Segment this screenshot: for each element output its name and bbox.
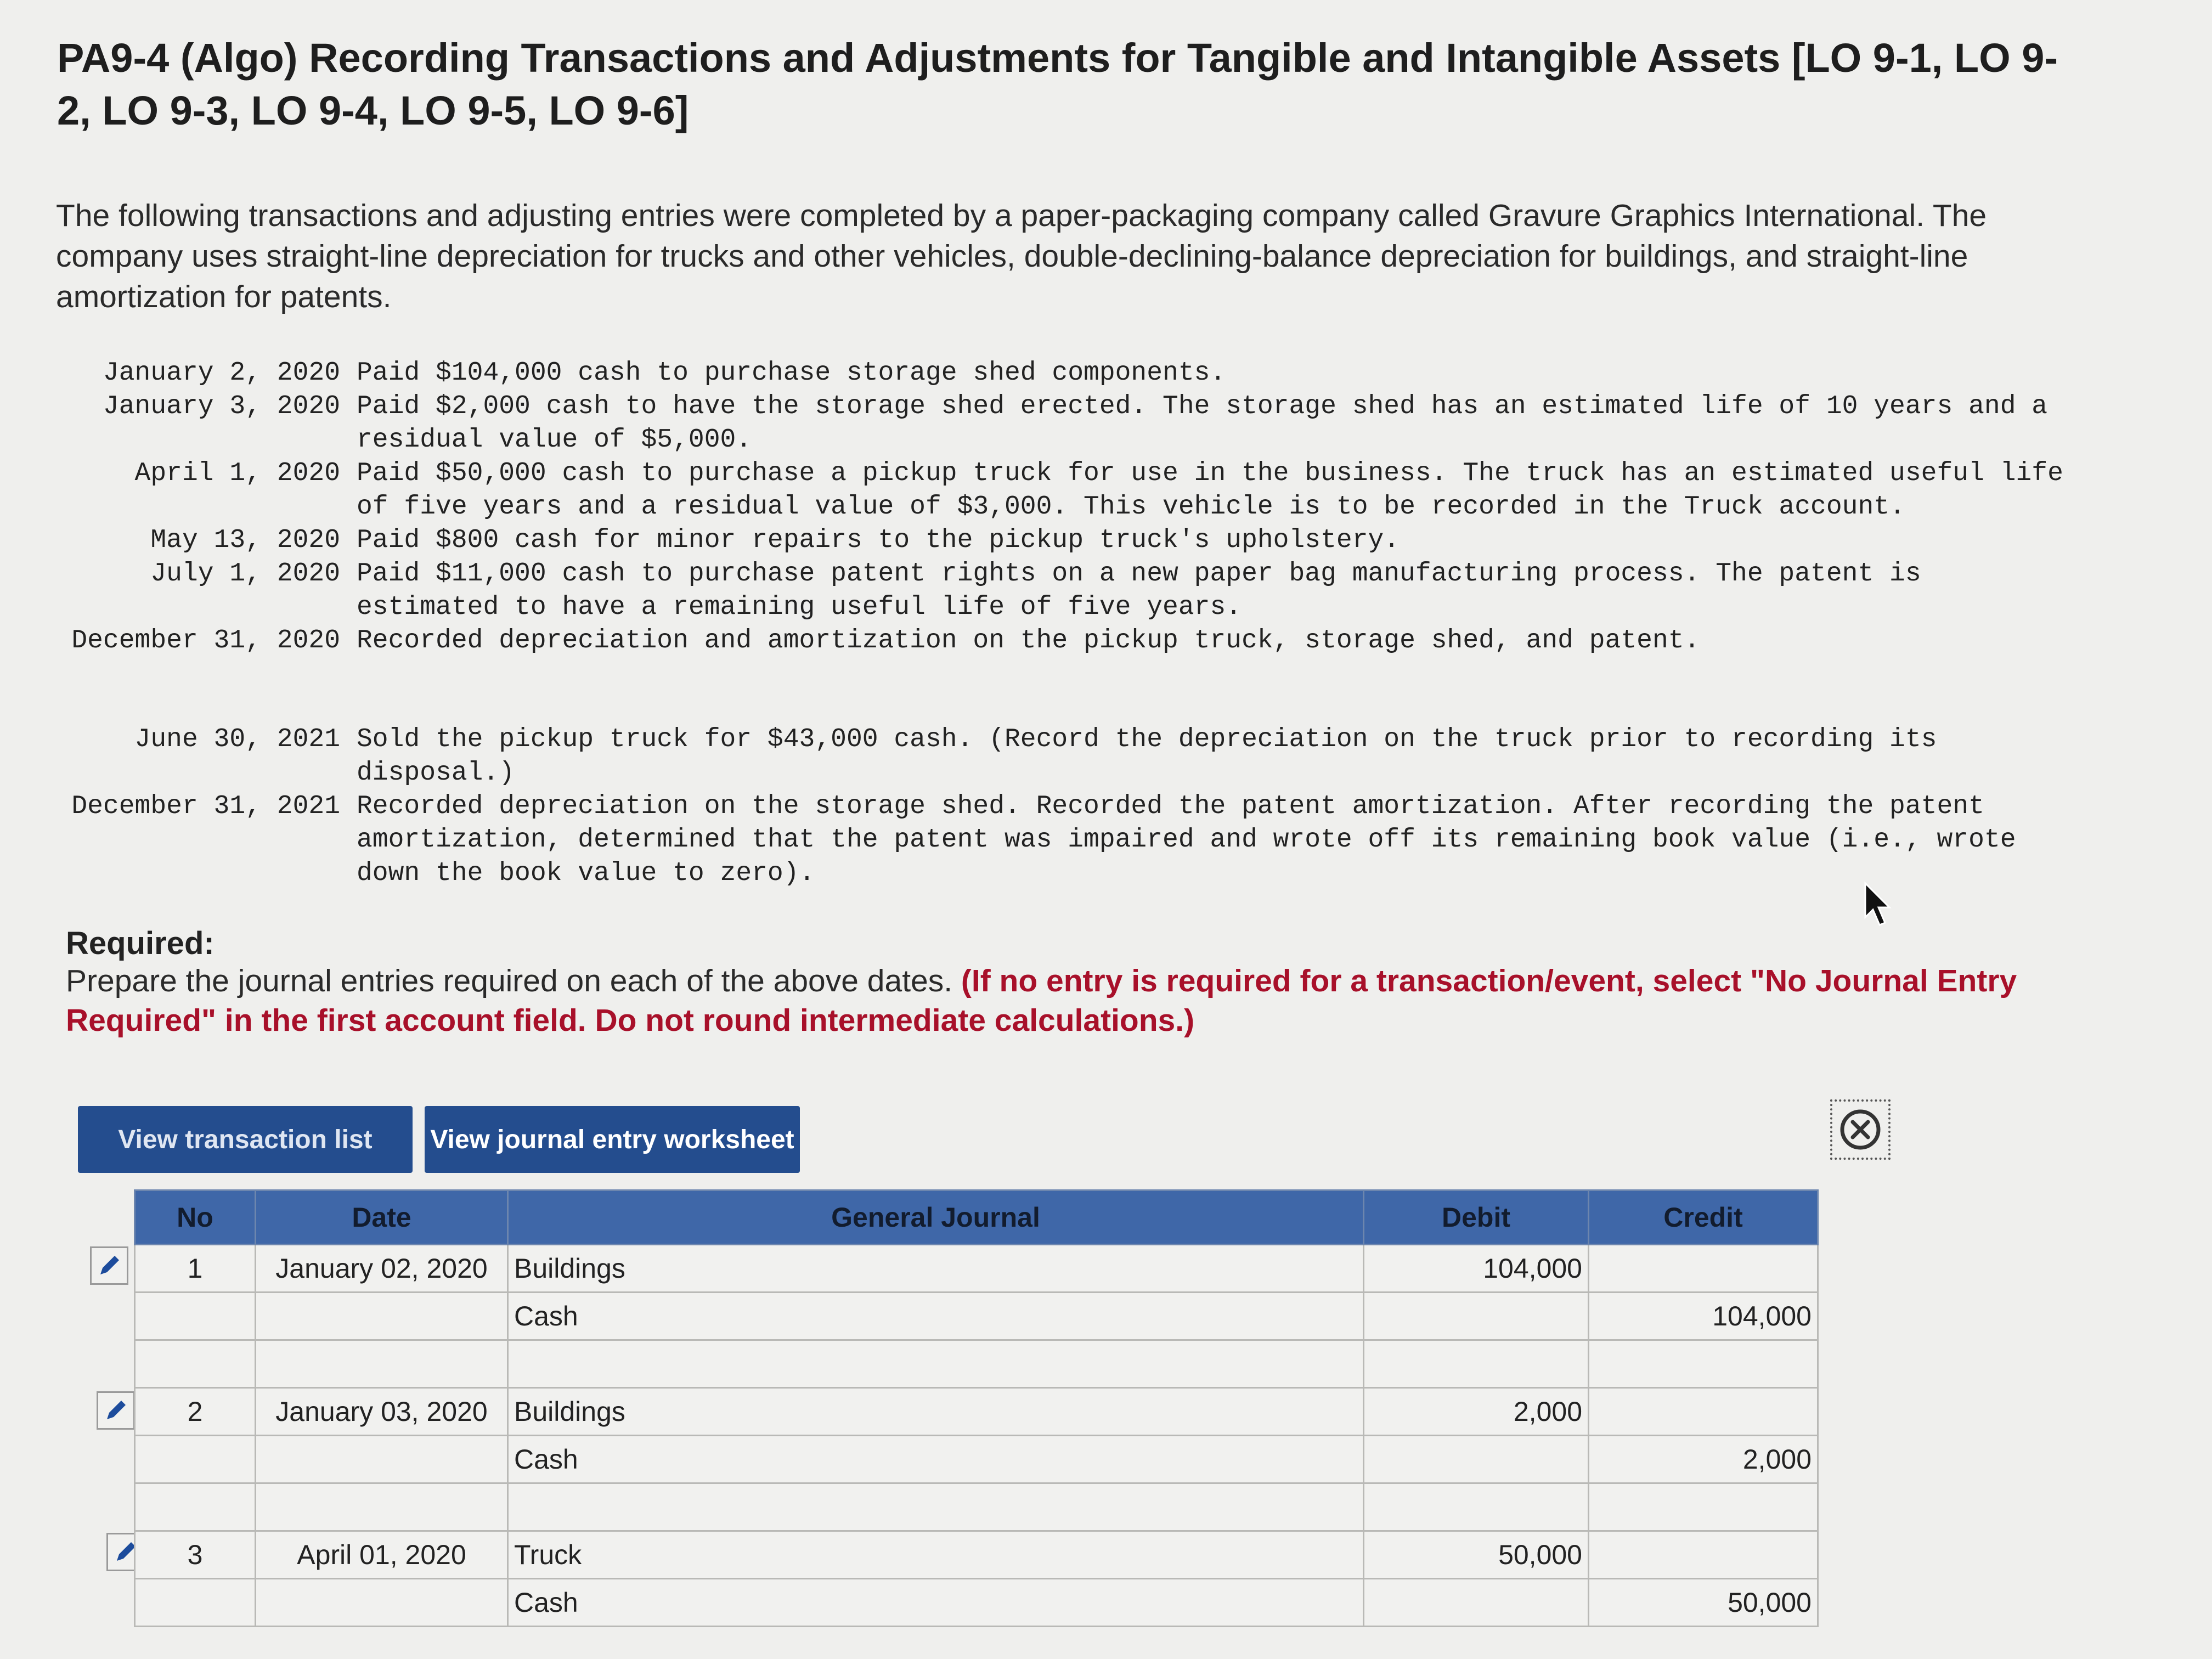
transaction-row — [55, 357, 2085, 390]
required-note: (If no entry is required for a transaction/event, select "No Journal Entry Required" in the first account field. Do not round intermediate calculations.) — [66, 963, 2017, 1038]
empty-cell — [256, 1293, 508, 1340]
debit-account: Buildings — [508, 1388, 1364, 1436]
empty-cell — [1364, 1579, 1589, 1627]
entry-no: 2 — [135, 1388, 256, 1436]
spacer-row — [135, 1340, 1818, 1388]
credit-amount: 50,000 — [1589, 1579, 1818, 1627]
table-header-row — [135, 1190, 1818, 1245]
transaction-row — [55, 457, 2085, 524]
table-row — [135, 1531, 1818, 1579]
credit-account: Cash — [508, 1579, 1364, 1627]
mouse-cursor-icon — [1862, 881, 1895, 928]
empty-cell — [1364, 1483, 1589, 1531]
transaction-date: January 2, 2020 — [103, 358, 340, 388]
spacer-row — [135, 1483, 1818, 1531]
empty-cell — [1364, 1436, 1589, 1483]
transaction-row — [55, 790, 2085, 890]
empty-cell — [135, 1579, 256, 1627]
transaction-date: May 13, 2020 — [150, 526, 340, 555]
empty-cell — [1589, 1340, 1818, 1388]
transaction-date: January 3, 2020 — [103, 392, 340, 421]
header-date: Date — [256, 1190, 508, 1245]
debit-amount: 50,000 — [1364, 1531, 1589, 1579]
empty-cell — [135, 1340, 256, 1388]
empty-cell — [135, 1436, 256, 1483]
transaction-text: Paid $800 cash for minor repairs to the pickup truck's upholstery. — [357, 526, 1400, 555]
required-text — [66, 961, 2063, 1040]
close-circle-icon — [1837, 1106, 1884, 1153]
credit-amount-empty — [1589, 1388, 1818, 1436]
pencil-icon — [96, 1252, 122, 1279]
entry-no: 1 — [135, 1245, 256, 1293]
table-row — [135, 1436, 1818, 1483]
debit-amount: 2,000 — [1364, 1388, 1589, 1436]
empty-cell — [256, 1340, 508, 1388]
transaction-text: Sold the pickup truck for $43,000 cash. (Record the depreciation on the truck prior to recording its disposal.) — [357, 725, 1937, 788]
transactions-2020 — [55, 357, 2085, 658]
entry-no: 3 — [135, 1531, 256, 1579]
credit-amount-empty — [1589, 1531, 1818, 1579]
page-title: PA9-4 (Algo) Recording Transactions and Adjustments for Tangible and Intangible Assets [LO 9-1, LO 9-2, LO 9-3, LO 9-4, LO 9-5, LO 9-6] — [57, 35, 2058, 133]
transaction-date: June 30, 2021 — [134, 725, 340, 754]
empty-cell — [256, 1483, 508, 1531]
debit-account: Buildings — [508, 1245, 1364, 1293]
credit-amount: 2,000 — [1589, 1436, 1818, 1483]
empty-cell — [1364, 1293, 1589, 1340]
transaction-date: December 31, 2021 — [71, 792, 340, 821]
empty-cell — [508, 1340, 1364, 1388]
view-transaction-list-button[interactable]: View transaction list — [78, 1106, 413, 1173]
header-credit: Credit — [1589, 1190, 1818, 1245]
empty-cell — [508, 1483, 1364, 1531]
transaction-text: Paid $104,000 cash to purchase storage shed components. — [357, 358, 1226, 388]
credit-amount: 104,000 — [1589, 1293, 1818, 1340]
transaction-text: Recorded depreciation on the storage shed. Recorded the patent amortization. After recording the patent amortization, determined that the patent was impaired and wrote off its remaining book value (i.e., wrote down the book value to zero). — [357, 792, 2016, 888]
general-journal-table — [134, 1189, 1819, 1627]
credit-account: Cash — [508, 1436, 1364, 1483]
empty-cell — [135, 1293, 256, 1340]
edit-entry-1-button[interactable] — [90, 1246, 128, 1285]
header-debit: Debit — [1364, 1190, 1589, 1245]
entry-date: April 01, 2020 — [256, 1531, 508, 1579]
debit-account: Truck — [508, 1531, 1364, 1579]
table-row — [135, 1293, 1818, 1340]
transaction-row — [55, 524, 2085, 557]
transactions-2021 — [55, 723, 2085, 890]
transaction-text: Paid $2,000 cash to have the storage shed erected. The storage shed has an estimated life of 10 years and a residual value of $5,000. — [357, 392, 2048, 455]
table-row — [135, 1388, 1818, 1436]
header-general-journal: General Journal — [508, 1190, 1364, 1245]
transaction-text: Paid $11,000 cash to purchase patent rights on a new paper bag manufacturing process. The patent is estimated to have a remaining useful life of five years. — [357, 559, 1921, 622]
transaction-text: Paid $50,000 cash to purchase a pickup truck for use in the business. The truck has an estimated useful life of five years and a residual value of $3,000. This vehicle is to be recorded in the Truck account. — [357, 459, 2063, 522]
transaction-date: July 1, 2020 — [150, 559, 340, 589]
transaction-date: April 1, 2020 — [134, 459, 340, 488]
credit-amount-empty — [1589, 1245, 1818, 1293]
required-label: Required: — [66, 926, 215, 961]
entry-date: January 02, 2020 — [256, 1245, 508, 1293]
pencil-icon — [103, 1397, 129, 1424]
empty-cell — [256, 1579, 508, 1627]
credit-account: Cash — [508, 1293, 1364, 1340]
transaction-row — [55, 390, 2085, 457]
empty-cell — [1364, 1340, 1589, 1388]
empty-cell — [1589, 1483, 1818, 1531]
table-row — [135, 1579, 1818, 1627]
table-row — [135, 1245, 1818, 1293]
empty-cell — [256, 1436, 508, 1483]
transaction-text: Recorded depreciation and amortization on the pickup truck, storage shed, and patent. — [357, 626, 1700, 656]
header-no: No — [135, 1190, 256, 1245]
edit-entry-2-button[interactable] — [97, 1391, 135, 1430]
empty-cell — [135, 1483, 256, 1531]
debit-amount: 104,000 — [1364, 1245, 1589, 1293]
entry-date: January 03, 2020 — [256, 1388, 508, 1436]
intro-paragraph: The following transactions and adjusting entries were completed by a paper-packaging company called Gravure Graphics International. The company uses straight-line depreciation for trucks and other vehicles, double-declining-balance depreciation for buildings, and straight-line amortization for patents. — [56, 198, 1987, 314]
transaction-row — [55, 557, 2085, 624]
required-instruction: Prepare the journal entries required on each of the above dates. — [66, 963, 953, 998]
transaction-date: December 31, 2020 — [71, 626, 340, 656]
transaction-row — [55, 723, 2085, 790]
transaction-row — [55, 624, 2085, 658]
view-journal-entry-worksheet-button[interactable]: View journal entry worksheet — [425, 1106, 800, 1173]
close-button[interactable] — [1830, 1099, 1891, 1160]
